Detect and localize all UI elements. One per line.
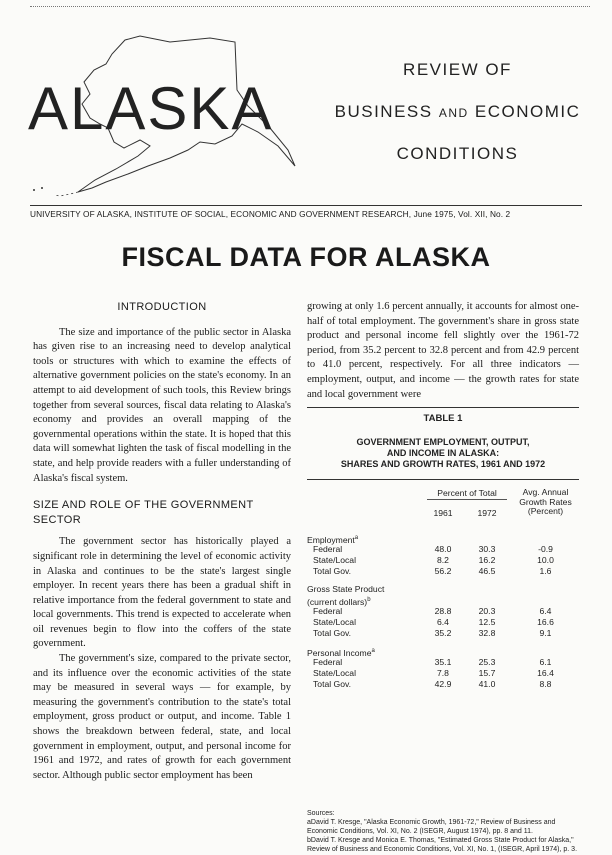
header-year-1972: 1972 (477, 508, 497, 518)
affiliation-line: UNIVERSITY OF ALASKA, INSTITUTE OF SOCIAL, ECONOMIC AND GOVERNMENT RESEARCH, June 1975, Vol. XII, No. 2 (30, 205, 582, 219)
group-title: Gross State Product (307, 584, 385, 594)
review-line-1: REVIEW OF (403, 60, 512, 79)
table-label: TABLE 1 (423, 413, 463, 424)
table-row: Total Gov. 35.2 32.8 9.1 (313, 628, 552, 638)
table-rows (307, 533, 579, 697)
group-employment (307, 533, 579, 577)
page-title: FISCAL DATA FOR ALASKA (121, 242, 491, 272)
right-column (307, 300, 579, 402)
table-title: GOVERNMENT EMPLOYMENT, OUTPUT, AND INCOME IN ALASKA: SHARES AND GROWTH RATES, 1961 AND 1972 (340, 437, 546, 469)
size-paragraph-2: The government's size, compared to the private sector, and its influence over the economic activities of the state may be measured in several ways — for example, by measuring the government's contribution to the state's total employment, gross product or output, and income. Table 1 shows the breakdown between federal, state, and local government in employment, output, and personal income for 1961 and 1972, and rates of growth for each government sector. Although public sector employment has been (33, 653, 291, 781)
masthead (20, 28, 600, 198)
source-b: bDavid T. Kresge and Monica E. Thomas, "Estimated Gross State Product for Alaska," Review of Business and Economic Conditions, Vol. XI, No. 1, (ISEGR, April 1974), p. 3. (307, 837, 578, 853)
table-row: Federal 35.1 25.3 6.1 (313, 657, 552, 667)
table-row: State/Local 8.2 16.2 10.0 (313, 555, 554, 565)
table-row: State/Local 6.4 12.5 16.6 (313, 617, 554, 627)
group-title: Personal Income$^a$ (307, 647, 375, 658)
table-sources (307, 810, 579, 855)
review-line-3: CONDITIONS (396, 144, 519, 163)
introduction-heading: INTRODUCTION (117, 301, 207, 313)
publication-name (315, 60, 600, 164)
size-section-heading: SIZE AND ROLE OF THE GOVERNMENT SECTOR (33, 499, 254, 526)
table-rule (307, 479, 579, 480)
table-row: Federal 48.0 30.3 -0.9 (313, 544, 553, 554)
source-a: aDavid T. Kresge, "Alaska Economic Growth, 1961-72," Review of Business and Economic Conditions, Vol. XI, No. 2 (ISEGR, August 1974), pp. 8 and 11. (307, 819, 556, 835)
header-growth-rates: Avg. Annual Growth Rates (Percent) (519, 487, 572, 516)
group-gross-state-product (307, 584, 579, 639)
table-row: Total Gov. 42.9 41.0 8.8 (313, 679, 552, 689)
sources-label: Sources: (307, 810, 335, 817)
table-row: State/Local 7.8 15.7 16.4 (313, 668, 554, 678)
top-dotted-rule (30, 6, 590, 7)
header-year-1961: 1961 (433, 508, 453, 518)
alaska-logo-word: ALASKA (28, 75, 274, 142)
table-row: Federal 28.8 20.3 6.4 (313, 606, 552, 616)
introduction-paragraph: The size and importance of the public sector in Alaska has given rise to an increasing need to develop analytical tools or structures with which to examine the effects of alternative government policies on the state's economy. In an attempt to aid development of such tools, this Review brings together from several sources, fiscal data relating to Alaska's economy and provides an overall mapping of the governmental operations within the state. It is hoped that this data will somewhat lighten the task of fiscal modelling in the state, and help provide readers with a fuller understanding of Alaska's fiscal system. (33, 326, 291, 484)
review-line-2: BUSINESS AND ECONOMIC (334, 102, 581, 121)
size-paragraph-1: The government sector has historically played a significant role in determining the level of economic activity in Alaska and continues to be the state's largest single employer. In recent years there has been a gradual shift in relative importance from the federal government to state and local governments. This trend is expected to accelerate when oil revenues begin to flow into the coffers of the state government. (33, 536, 291, 650)
group-personal-income (307, 646, 579, 690)
left-column (33, 300, 291, 783)
group-subtitle: (current dollars)$^b$ (307, 596, 371, 607)
size-paragraph-3: growing at only 1.6 percent annually, it accounts for almost one-half of total employment. The government's share in gross state product and personal income fell slightly over the 1961-72 period, from 35.2 percent to 32.8 percent and from 42.9 percent to 41.0 percent, respectively. For all three indicators — employment, output, and income — the growth rates for state and local government were (307, 301, 579, 400)
table-1 (307, 407, 579, 853)
group-title: Employment$^a$ (307, 534, 359, 545)
header-percent-of-total: Percent of Total (427, 488, 507, 500)
table-row: Total Gov. 56.2 46.5 1.6 (313, 566, 552, 576)
